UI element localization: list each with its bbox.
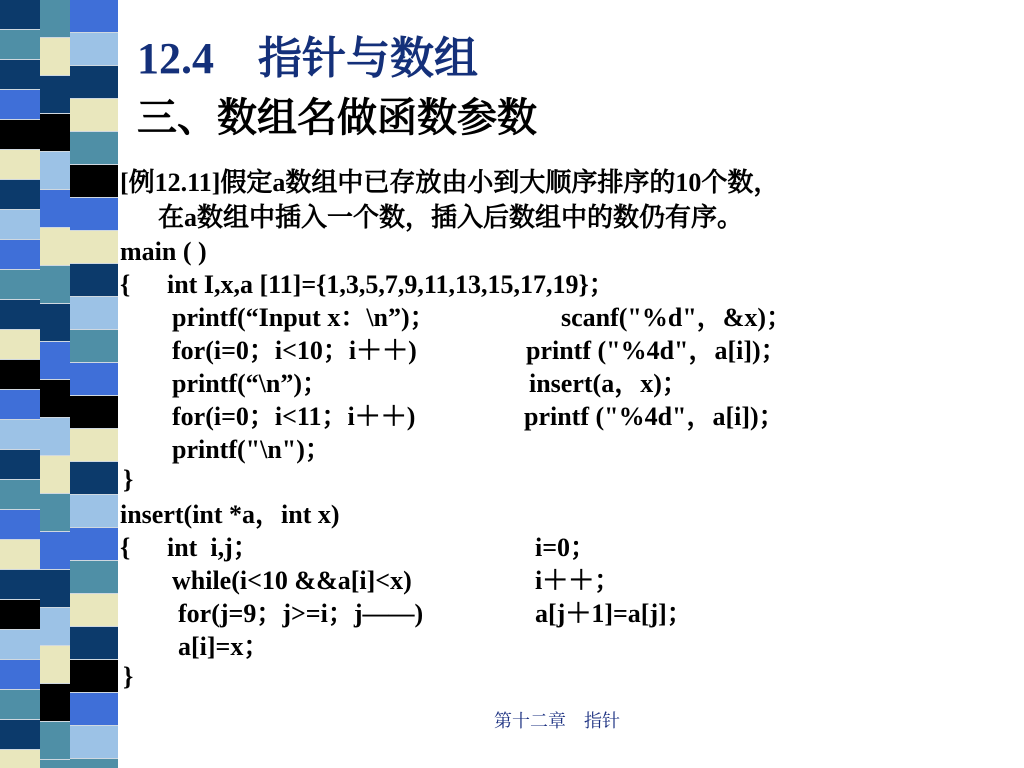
- strip-block: [70, 264, 118, 297]
- strip-block: [70, 132, 118, 165]
- strip-block: [40, 266, 70, 304]
- strip-column-right: [70, 0, 118, 768]
- strip-block: [0, 210, 40, 240]
- code-main-open-brace: {: [120, 270, 131, 299]
- strip-block: [0, 390, 40, 420]
- strip-block: [70, 561, 118, 594]
- strip-block: [70, 627, 118, 660]
- strip-block: [70, 726, 118, 759]
- strip-block: [0, 600, 40, 630]
- strip-block: [70, 66, 118, 99]
- strip-block: [40, 570, 70, 608]
- strip-block: [0, 480, 40, 510]
- strip-block: [70, 594, 118, 627]
- code-insert-line-4: a[i]=x；: [178, 632, 270, 661]
- code-insert-line-3b: a[j＋1]=a[j]；: [535, 599, 693, 628]
- strip-block: [70, 33, 118, 66]
- strip-block: [70, 297, 118, 330]
- strip-block: [0, 720, 40, 750]
- code-insert-line-1a: int i,j；: [167, 533, 259, 562]
- strip-block: [40, 76, 70, 114]
- strip-block: [70, 198, 118, 231]
- slide-body: [120, 166, 1010, 706]
- strip-block: [0, 510, 40, 540]
- strip-block: [40, 532, 70, 570]
- strip-block: [40, 456, 70, 494]
- decorative-side-strip: [0, 0, 118, 768]
- strip-block: [0, 0, 40, 30]
- code-main-close-brace: }: [123, 465, 134, 494]
- strip-block: [70, 0, 118, 33]
- strip-block: [0, 690, 40, 720]
- strip-block: [40, 114, 70, 152]
- strip-block: [70, 528, 118, 561]
- strip-block: [40, 228, 70, 266]
- strip-block: [0, 90, 40, 120]
- strip-block: [0, 180, 40, 210]
- strip-block: [0, 330, 40, 360]
- strip-block: [40, 684, 70, 722]
- strip-block: [40, 608, 70, 646]
- strip-block: [0, 240, 40, 270]
- strip-block: [0, 30, 40, 60]
- strip-block: [40, 342, 70, 380]
- strip-block: [0, 300, 40, 330]
- strip-block: [0, 750, 40, 768]
- strip-block: [70, 495, 118, 528]
- slide-title: 12.4 指针与数组: [137, 34, 478, 83]
- code-main-line-4a: printf(“\n”)；: [172, 369, 329, 398]
- strip-block: [0, 630, 40, 660]
- code-insert-line-2a: while(i<10 &&a[i]<x): [172, 566, 412, 595]
- strip-block: [0, 570, 40, 600]
- strip-block: [40, 38, 70, 76]
- strip-block: [70, 396, 118, 429]
- strip-block: [0, 60, 40, 90]
- strip-block: [70, 99, 118, 132]
- code-main-line-4b: insert(a，x)；: [529, 369, 688, 398]
- strip-block: [0, 540, 40, 570]
- strip-block: [0, 270, 40, 300]
- code-insert-line-3a: for(j=9；j>=i；j——): [178, 599, 424, 628]
- strip-block: [40, 190, 70, 228]
- strip-block: [0, 420, 40, 450]
- code-main-decl: main ( ): [120, 237, 207, 266]
- code-main-line-5b: printf ("%4d"，a[i])；: [524, 402, 785, 431]
- strip-block: [70, 231, 118, 264]
- strip-block: [70, 165, 118, 198]
- strip-block: [40, 304, 70, 342]
- slide-footer: 第十二章 指针: [494, 711, 620, 731]
- code-main-line-1: int I,x,a [11]={1,3,5,7,9,11,13,15,17,19}；: [167, 270, 615, 299]
- code-insert-line-2b: i＋＋；: [535, 566, 621, 595]
- strip-block: [0, 120, 40, 150]
- strip-block: [70, 363, 118, 396]
- strip-block: [0, 360, 40, 390]
- code-insert-close-brace: }: [123, 662, 134, 691]
- strip-block: [40, 0, 70, 38]
- slide-subtitle: 三、数组名做函数参数: [137, 95, 537, 140]
- code-insert-open-brace: {: [120, 533, 131, 562]
- strip-block: [40, 722, 70, 760]
- code-main-line-5a: for(i=0；i<11；i＋＋): [172, 402, 416, 431]
- code-main-line-2b: scanf("%d"，&x)；: [561, 303, 793, 332]
- strip-block: [70, 462, 118, 495]
- strip-block: [0, 660, 40, 690]
- strip-block: [70, 660, 118, 693]
- example-line-1: [例12.11]假定a数组中已存放由小到大顺序排序的10个数，: [120, 168, 780, 197]
- code-main-line-6: printf("\n")；: [172, 435, 331, 464]
- code-insert-line-1b: i=0；: [535, 533, 597, 562]
- strip-block: [40, 760, 70, 768]
- strip-column-middle: [40, 0, 70, 768]
- strip-block: [70, 759, 118, 768]
- strip-block: [0, 450, 40, 480]
- strip-column-left: [0, 0, 40, 768]
- strip-block: [70, 330, 118, 363]
- strip-block: [40, 152, 70, 190]
- strip-block: [40, 418, 70, 456]
- strip-block: [70, 693, 118, 726]
- code-main-line-3a: for(i=0；i<10；i＋＋): [172, 336, 417, 365]
- strip-block: [40, 494, 70, 532]
- code-main-line-3b: printf ("%4d"，a[i])；: [526, 336, 787, 365]
- strip-block: [70, 429, 118, 462]
- strip-block: [40, 646, 70, 684]
- strip-block: [0, 150, 40, 180]
- strip-block: [40, 380, 70, 418]
- code-insert-decl: insert(int *a，int x): [120, 500, 340, 529]
- code-main-line-2a: printf(“Input x：\n”)；: [172, 303, 436, 332]
- example-line-2: 在a数组中插入一个数，插入后数组中的数仍有序。: [158, 203, 744, 232]
